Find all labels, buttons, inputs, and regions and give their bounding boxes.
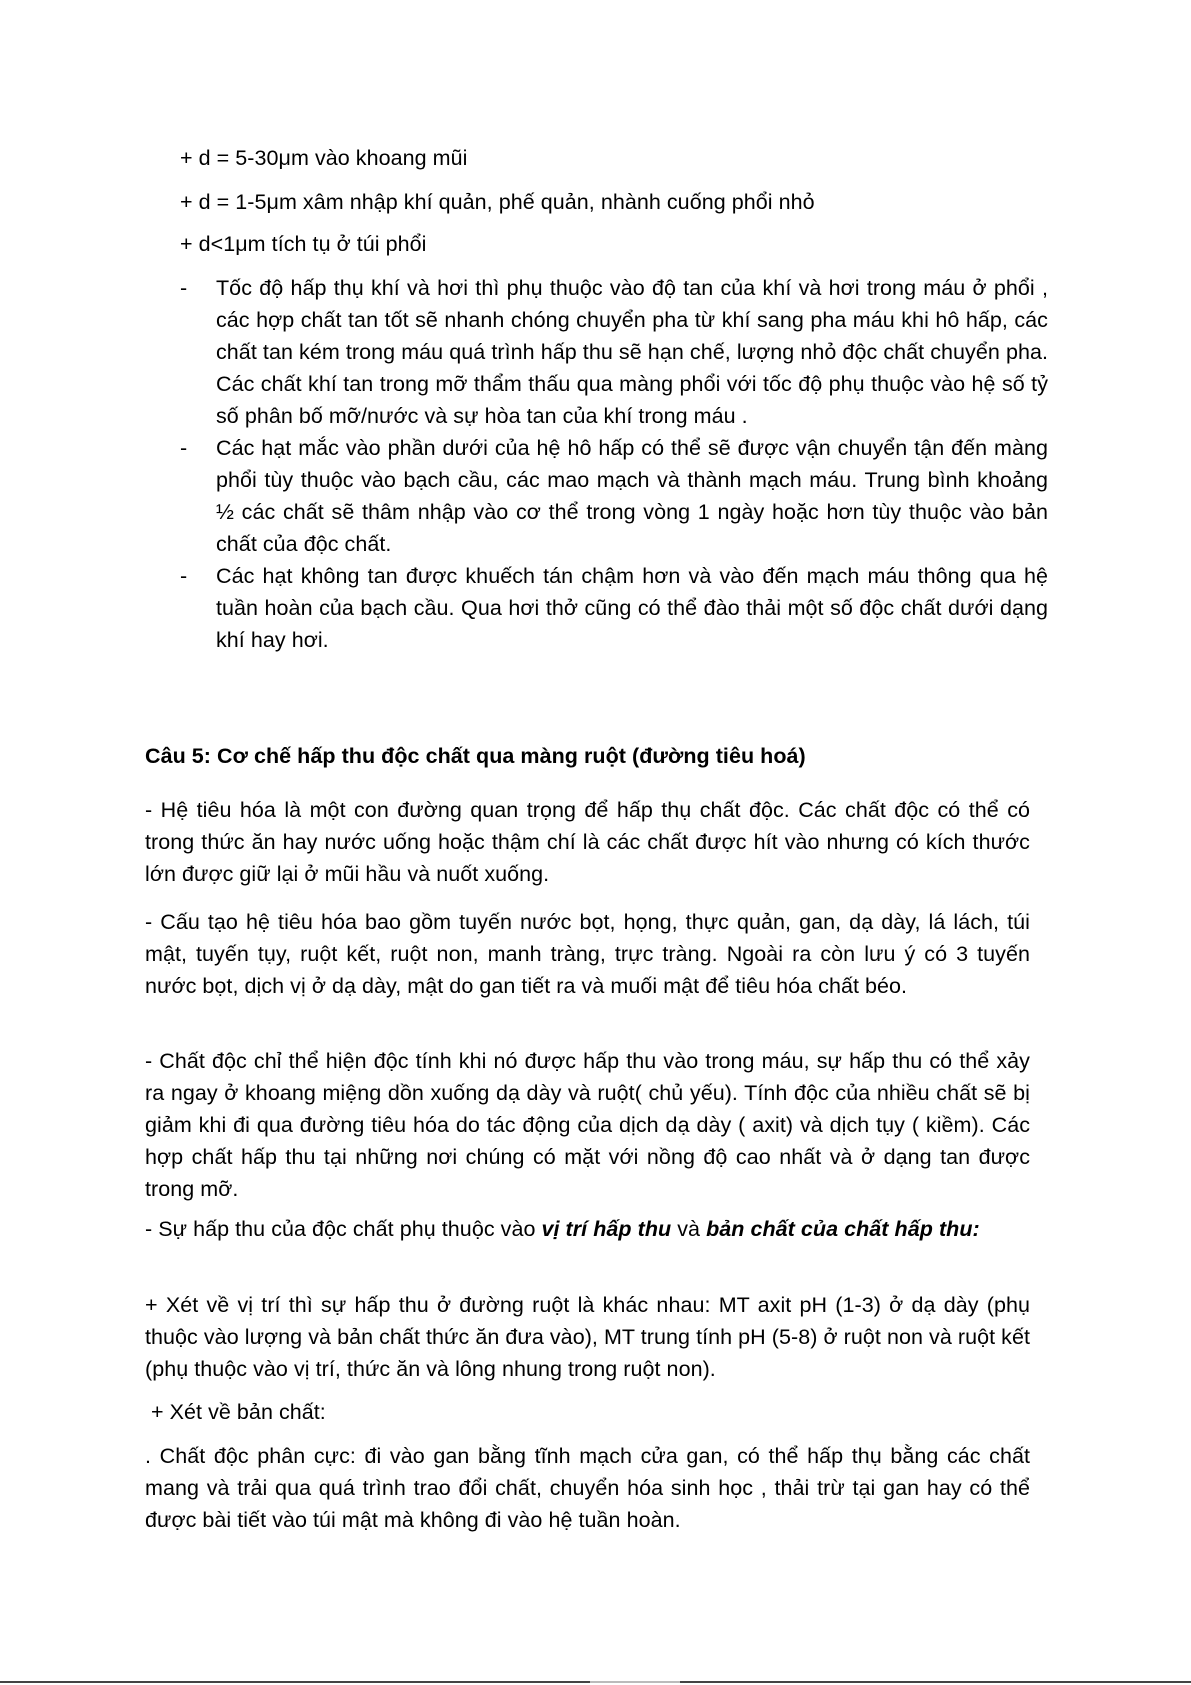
dash-item-particle-transport bbox=[180, 432, 1048, 560]
dash-item-gas-absorption bbox=[180, 272, 1048, 432]
emphasis-substance-nature: bản chất của chất hấp thu: bbox=[706, 1217, 980, 1241]
dash-bullet: - bbox=[180, 564, 188, 588]
absorption-factors-middle: và bbox=[671, 1217, 707, 1241]
dash-bullet: - bbox=[180, 436, 188, 460]
paragraph-absorption-factors bbox=[145, 1213, 1030, 1245]
paragraph-digestive-route: - Hệ tiêu hóa là một con đường quan trọng để hấp thụ chất độc. Các chất độc có thể có trong thức ăn hay nước uống hoặc thậm chí là các chất được hít vào nhưng có kích thước lớn được giữ lại ở mũi hầu và nuốt xuống. bbox=[145, 798, 1030, 886]
dash-item-insoluble-particles bbox=[180, 560, 1048, 656]
dash-item-text: Các hạt không tan được khuếch tán chậm hơn và vào đến mạch máu thông qua hệ tuần hoàn của bạch cầu. Qua hơi thở cũng có thể đào thải một số độc chất dưới dạng khí hay hơi. bbox=[216, 564, 1048, 652]
dash-item-text: Các hạt mắc vào phần dưới của hệ hô hấp có thể sẽ được vận chuyển tận đến màng phổi tùy thuộc vào bạch cầu, các mao mạch và thành mạch máu. Trung bình khoảng ½ các chất sẽ thâm nhập vào cơ thể trong vòng 1 ngày hoặc hơn tùy thuộc vào bản chất của độc chất. bbox=[216, 436, 1048, 556]
particle-size-line-2: + d = 1-5μm xâm nhập khí quản, phế quản, nhành cuống phổi nhỏ bbox=[180, 190, 815, 214]
paragraph-absorption-site: + Xét về vị trí thì sự hấp thu ở đường ruột là khác nhau: MT axit pH (1-3) ở dạ dày (phụ thuộc vào lượng và bản chất thức ăn đưa vào), MT trung tính pH (5-8) ở ruột non và ruột kết (phụ thuộc vào vị trí, thức ăn và lông nhung trong ruột non). bbox=[145, 1293, 1030, 1381]
page-bottom-edge-highlight bbox=[590, 1681, 680, 1683]
particle-size-line-3: + d<1μm tích tụ ở túi phổi bbox=[180, 232, 427, 256]
paragraph-substance-nature: + Xét về bản chất: bbox=[145, 1400, 326, 1424]
section-heading: Câu 5: Cơ chế hấp thu độc chất qua màng ruột (đường tiêu hoá) bbox=[145, 744, 806, 768]
absorption-dash-list bbox=[180, 272, 1048, 656]
emphasis-absorption-site: vị trí hấp thu bbox=[541, 1217, 672, 1241]
dash-bullet: - bbox=[180, 276, 188, 300]
paragraph-toxicity-absorption: - Chất độc chỉ thể hiện độc tính khi nó được hấp thu vào trong máu, sự hấp thu có thể xảy ra ngay ở khoang miệng dồn xuống dạ dày và ruột( chủ yếu). Tính độc của nhiều chất sẽ bị giảm khi đi qua đường tiêu hóa do tác động của dịch dạ dày ( axit) và dịch tụy ( kiềm). Các hợp chất hấp thu tại những nơi chúng có mặt với nồng độ cao nhất và ở dạng tan được trong mỡ. bbox=[145, 1049, 1030, 1201]
absorption-factors-prefix: - Sự hấp thu của độc chất phụ thuộc vào bbox=[145, 1217, 542, 1241]
paragraph-digestive-structure: - Cấu tạo hệ tiêu hóa bao gồm tuyến nước bọt, họng, thực quản, gan, dạ dày, lá lách, túi mật, tuyến tụy, ruột kết, ruột non, manh tràng, trực tràng. Ngoài ra còn lưu ý có 3 tuyến nước bọt, dịch vị ở dạ dày, mật do gan tiết ra và muối mật để tiêu hóa chất béo. bbox=[145, 910, 1030, 998]
paragraph-polar-toxins: . Chất độc phân cực: đi vào gan bằng tĩnh mạch cửa gan, có thể hấp thụ bằng các chất mang và trải qua quá trình trao đổi chất, chuyển hóa sinh học , thải trừ tại gan hay có thể được bài tiết vào túi mật mà không đi vào hệ tuần hoàn. bbox=[145, 1444, 1030, 1532]
dash-item-text: Tốc độ hấp thụ khí và hơi thì phụ thuộc vào độ tan của khí và hơi trong máu ở phổi , các hợp chất tan tốt sẽ nhanh chóng chuyển pha từ khí sang pha máu khi hô hấp, các chất tan kém trong máu quá trình hấp thu sẽ hạn chế, lượng nhỏ độc chất chuyển pha. Các chất khí tan trong mỡ thẩm thấu qua màng phổi với tốc độ phụ thuộc vào hệ số tỷ số phân bố mỡ/nước và sự hòa tan của khí trong máu . bbox=[216, 276, 1048, 428]
particle-size-line-1: + d = 5-30μm vào khoang mũi bbox=[180, 146, 468, 170]
